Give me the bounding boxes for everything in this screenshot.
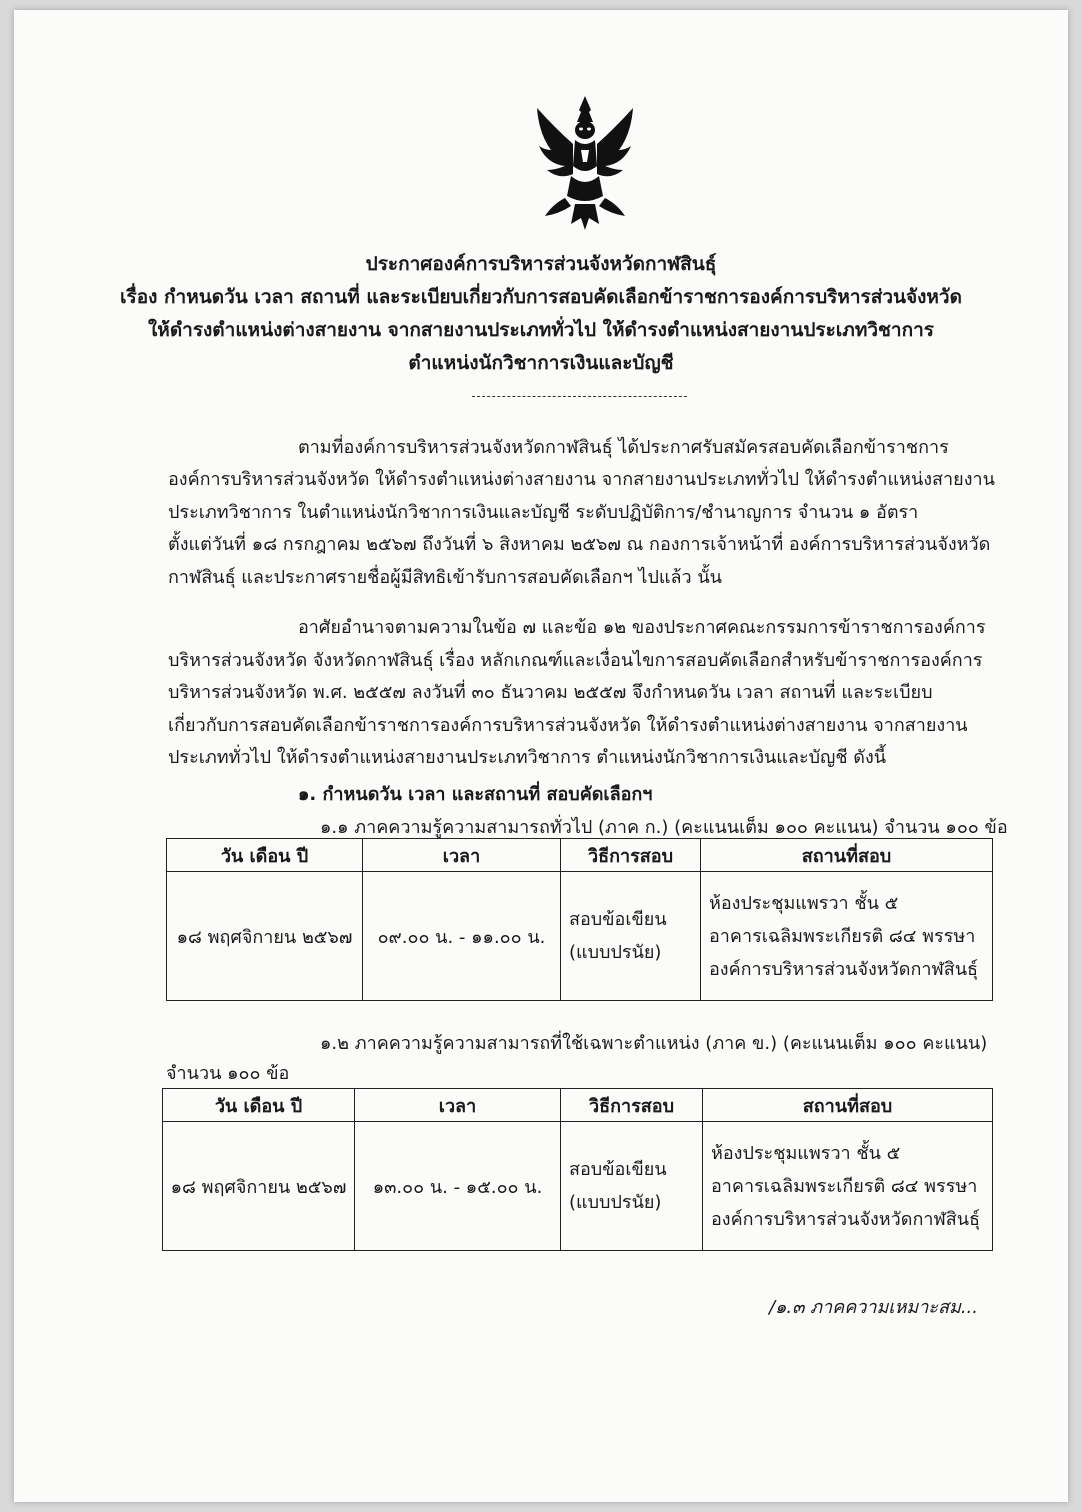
subsection-1-1: ๑.๑ ภาคความรู้ความสามารถทั่วไป (ภาค ก.) (คะแนนเต็ม ๑๐๐ คะแนน) จำนวน ๑๐๐ ข้อ [320,817,1008,838]
header-method: วิธีการสอบ [561,839,701,872]
header-method: วิธีการสอบ [561,1089,703,1122]
announcement-title [0,248,1082,380]
garuda-emblem-icon [525,88,645,238]
place-line-1: ห้องประชุมแพรวา ชั้น ๕ [711,1142,901,1164]
exam-schedule-table-2 [162,1088,993,1251]
para1-line-1: ตามที่องค์การบริหารส่วนจังหวัดกาฬสินธุ์ ได้ประกาศรับสมัครสอบคัดเลือกข้าราชการ [298,437,949,458]
cell-time: ๐๙.๐๐ น. - ๑๑.๐๐ น. [363,872,561,1001]
title-line-2: เรื่อง กำหนดวัน เวลา สถานที่ และระเบียบเกี่ยวกับการสอบคัดเลือกข้าราชการองค์การบริหารส่วนจังหวัด [120,286,962,308]
para2-line-5: ประเภททั่วไป ให้ดำรงตำแหน่งสายงานประเภทวิชาการ ตำแหน่งนักวิชาการเงินและบัญชี ดังนี้ [168,747,887,768]
table-header-row [167,839,993,872]
header-time: เวลา [363,839,561,872]
para2-line-2: บริหารส่วนจังหวัด จังหวัดกาฬสินธุ์ เรื่อง หลักเกณฑ์และเงื่อนไขการสอบคัดเลือกสำหรับข้าราชการองค์การ [168,650,983,671]
method-line-1: สอบข้อเขียน [569,909,667,930]
subsection-1-2-count: จำนวน ๑๐๐ ข้อ [166,1063,290,1084]
header-time: เวลา [355,1089,561,1122]
exam-schedule-table-1 [166,838,993,1001]
section1-heading: ๑. กำหนดวัน เวลา และสถานที่ สอบคัดเลือกฯ [298,784,653,805]
method-line-2: (แบบปรนัย) [569,1192,662,1213]
place-line-3: องค์การบริหารส่วนจังหวัดกาฬสินธุ์ [711,1208,981,1230]
method-line-1: สอบข้อเขียน [569,1159,667,1180]
cell-place [701,872,993,1001]
method-line-2: (แบบปรนัย) [569,942,662,963]
header-place: สถานที่สอบ [703,1089,993,1122]
place-line-2: อาคารเฉลิมพระเกียรติ ๘๔ พรรษา [709,925,976,947]
place-line-3: องค์การบริหารส่วนจังหวัดกาฬสินธุ์ [709,958,979,980]
header-date: วัน เดือน ปี [167,839,363,872]
para1-line-5: กาฬสินธุ์ และประกาศรายชื่อผู้มีสิทธิเข้ารับการสอบคัดเลือกฯ ไปแล้ว นั้น [168,567,722,588]
para1-line-3: ประเภทวิชาการ ในตำแหน่งนักวิชาการเงินและบัญชี ระดับปฏิบัติการ/ชำนาญการ จำนวน ๑ อัตรา [168,502,919,523]
para1-line-2: องค์การบริหารส่วนจังหวัด ให้ดำรงตำแหน่งต่างสายงาน จากสายงานประเภททั่วไป ให้ดำรงตำแหน่งสายงาน [168,469,995,490]
title-divider [472,396,687,397]
header-date: วัน เดือน ปี [163,1089,355,1122]
table-row [163,1122,993,1251]
para1-line-4: ตั้งแต่วันที่ ๑๘ กรกฎาคม ๒๕๖๗ ถึงวันที่ ๖ สิงหาคม ๒๕๖๗ ณ กองการเจ้าหน้าที่ องค์การบริหารส่วนจังหวัด [168,534,991,555]
place-line-2: อาคารเฉลิมพระเกียรติ ๘๔ พรรษา [711,1175,978,1197]
cell-time: ๑๓.๐๐ น. - ๑๕.๐๐ น. [355,1122,561,1251]
cell-date: ๑๘ พฤศจิกายน ๒๕๖๗ [167,872,363,1001]
continuation-note: /๑.๓ ภาคความเหมาะสม... [768,1297,978,1318]
subsection-1-2: ๑.๒ ภาคความรู้ความสามารถที่ใช้เฉพาะตำแหน่ง (ภาค ข.) (คะแนนเต็ม ๑๐๐ คะแนน) [320,1033,988,1054]
table-row [167,872,993,1001]
table-header-row [163,1089,993,1122]
header-place: สถานที่สอบ [701,839,993,872]
cell-method [561,1122,703,1251]
cell-place [703,1122,993,1251]
para2-line-3: บริหารส่วนจังหวัด พ.ศ. ๒๕๕๗ ลงวันที่ ๓๐ ธันวาคม ๒๕๕๗ จึงกำหนดวัน เวลา สถานที่ และระเบียบ [168,682,933,703]
para2-line-4: เกี่ยวกับการสอบคัดเลือกข้าราชการองค์การบริหารส่วนจังหวัด ให้ดำรงตำแหน่งต่างสายงาน จากสายงาน [168,715,968,736]
title-line-3: ให้ดำรงตำแหน่งต่างสายงาน จากสายงานประเภททั่วไป ให้ดำรงตำแหน่งสายงานประเภทวิชาการ [148,319,934,341]
cell-date: ๑๘ พฤศจิกายน ๒๕๖๗ [163,1122,355,1251]
title-line-4: ตำแหน่งนักวิชาการเงินและบัญชี [408,352,674,374]
para2-line-1: อาศัยอำนาจตามความในข้อ ๗ และข้อ ๑๒ ของประกาศคณะกรรมการข้าราชการองค์การ [298,617,986,638]
cell-method [561,872,701,1001]
place-line-1: ห้องประชุมแพรวา ชั้น ๕ [709,892,899,914]
title-line-1: ประกาศองค์การบริหารส่วนจังหวัดกาฬสินธุ์ [365,253,717,275]
